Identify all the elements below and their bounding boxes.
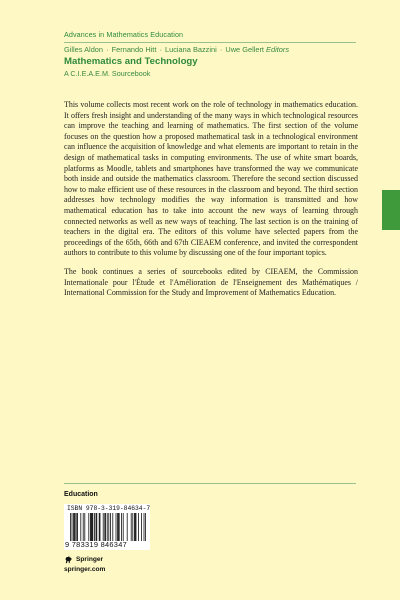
editor-name: Uwe Gellert [225, 45, 264, 54]
publisher-logo [64, 555, 103, 564]
barcode-block [64, 504, 150, 550]
side-tab [382, 190, 400, 230]
publisher-name: Springer [76, 556, 104, 563]
description-paragraph: This volume collects most recent work on the role of technology in mathematics education. It offers fresh insight and understanding of the many ways in which technological resources can improve the teaching and learning of mathematics. The first section of the volume focuses on the question how a proposed mathematical task in a technological environment can influence the acquisition of knowledge and what elements are important to retain in the design of mathematical tasks in computing environments. The use of white smart boards, platforms as Moodle, tablets and smartphones have transformed the way we communicate both inside and outside the mathematics classroom. Therefore the second section discussed how to make efficient use of these resources in the classroom and beyond. The third section addresses how technology modifies the way information is transmitted and how mathematical education has to take into account the new ways of learning through connected networks as well as new ways of teaching. The last section is on the training of teachers in the digital era. The editors of this volume have selected papers from the proceedings of the 65th, 66th and 67th CIEAEM conference, and invited the correspondent authors to contribute to this volume by discussing one of the four important topics. [64, 100, 358, 258]
springer-horse-icon [64, 555, 73, 564]
header-divider [64, 42, 356, 43]
subject-category: Education [64, 491, 98, 498]
barcode-icon [70, 513, 146, 541]
separator: · [106, 45, 109, 54]
description [64, 100, 358, 307]
isbn-label: ISBN 978-3-319-84634-7 [67, 505, 151, 512]
editors-line [64, 45, 289, 54]
footer-divider [64, 483, 356, 484]
publisher-website[interactable]: springer.com [64, 566, 106, 573]
book-subtitle: A C.I.E.A.E.M. Sourcebook [64, 69, 151, 78]
separator: · [159, 45, 162, 54]
book-title: Mathematics and Technology [64, 56, 198, 67]
editor-name: Gilles Aldon [64, 45, 104, 54]
series-name: Advances in Mathematics Education [64, 30, 184, 39]
separator: · [219, 45, 223, 54]
description-paragraph: The book continues a series of sourcebooks edited by CIEAEM, the Commission Internationale pour l'Étude et l'Amélioration de l'Enseignement des Mathématiques / International Commission for the Study and Improvement of Mathematics Education. [64, 266, 358, 298]
editor-name: Luciana Bazzini [165, 45, 217, 54]
barcode-number: 9 783319 846347 [65, 540, 128, 549]
editor-name: Fernando Hitt [111, 45, 157, 54]
editors-role: Editors [266, 45, 290, 54]
